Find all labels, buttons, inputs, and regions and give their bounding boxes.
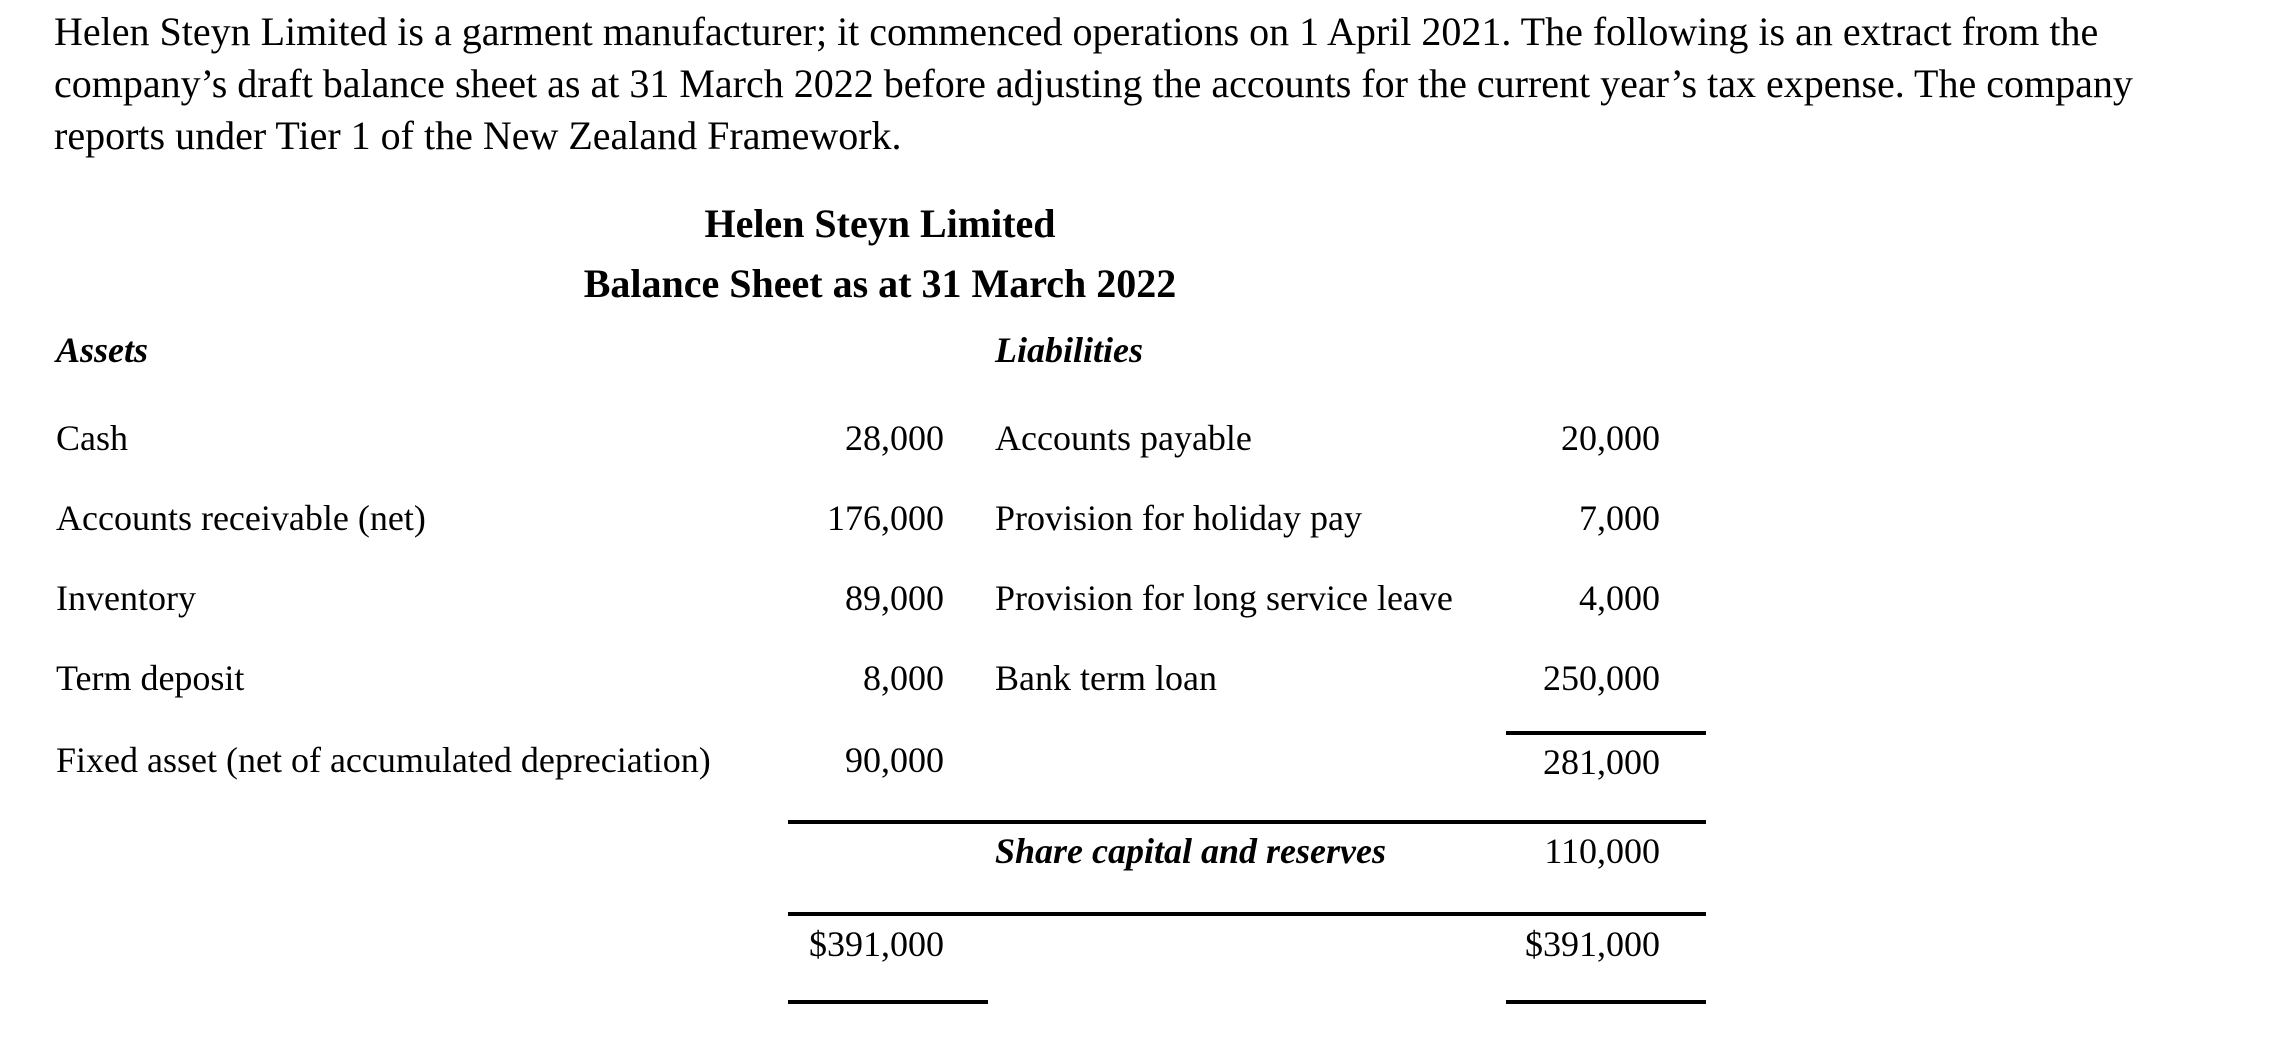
asset-label-cash: Cash	[56, 418, 128, 458]
asset-amount-cash: 28,000	[845, 418, 944, 458]
asset-amount-inventory: 89,000	[845, 578, 944, 618]
company-name: Helen Steyn Limited	[704, 201, 1056, 246]
asset-amount-fixed-asset: 90,000	[845, 740, 944, 780]
liabilities-heading: Liabilities	[995, 330, 1143, 370]
liabilities-subtotal-rule	[1506, 731, 1706, 735]
asset-label-term-deposit: Term deposit	[56, 658, 245, 698]
assets-total-underline	[788, 1000, 988, 1004]
statement-title: Balance Sheet as at 31 March 2022	[583, 261, 1177, 306]
liability-label-long-service-leave: Provision for long service leave	[995, 578, 1453, 618]
asset-amount-term-deposit: 8,000	[863, 658, 944, 698]
liability-label-accounts-payable: Accounts payable	[995, 418, 1252, 458]
asset-label-inventory: Inventory	[56, 578, 196, 618]
liabilities-subtotal: 281,000	[1543, 742, 1660, 782]
liability-amount-long-service-leave: 4,000	[1579, 578, 1660, 618]
liability-amount-bank-term-loan: 250,000	[1543, 658, 1660, 698]
assets-total: $391,000	[809, 924, 944, 964]
intro-paragraph: Helen Steyn Limited is a garment manufacturer; it commenced operations on 1 April 2021. The following is an extract from the company’s draft balance sheet as at 31 March 2022 before adjusting the accounts for the current year’s tax expense. The company reports under Tier 1 of the New Zealand Framework.	[54, 9, 2133, 158]
liability-amount-accounts-payable: 20,000	[1561, 418, 1660, 458]
liability-label-holiday-pay: Provision for holiday pay	[995, 498, 1362, 538]
equity-amount: 110,000	[1544, 831, 1660, 871]
asset-label-accounts-receivable: Accounts receivable (net)	[56, 498, 426, 538]
asset-label-fixed-asset: Fixed asset (net of accumulated depreciation)	[56, 740, 711, 780]
assets-heading: Assets	[56, 330, 149, 370]
equity-label: Share capital and reserves	[995, 831, 1386, 871]
equity-section-rule	[788, 820, 1706, 824]
liabilities-total-underline	[1506, 1000, 1706, 1004]
asset-amount-accounts-receivable: 176,000	[827, 498, 944, 538]
liabilities-equity-total: $391,000	[1525, 924, 1660, 964]
totals-rule	[788, 912, 1706, 916]
liability-amount-holiday-pay: 7,000	[1579, 498, 1660, 538]
liability-label-bank-term-loan: Bank term loan	[995, 658, 1217, 698]
